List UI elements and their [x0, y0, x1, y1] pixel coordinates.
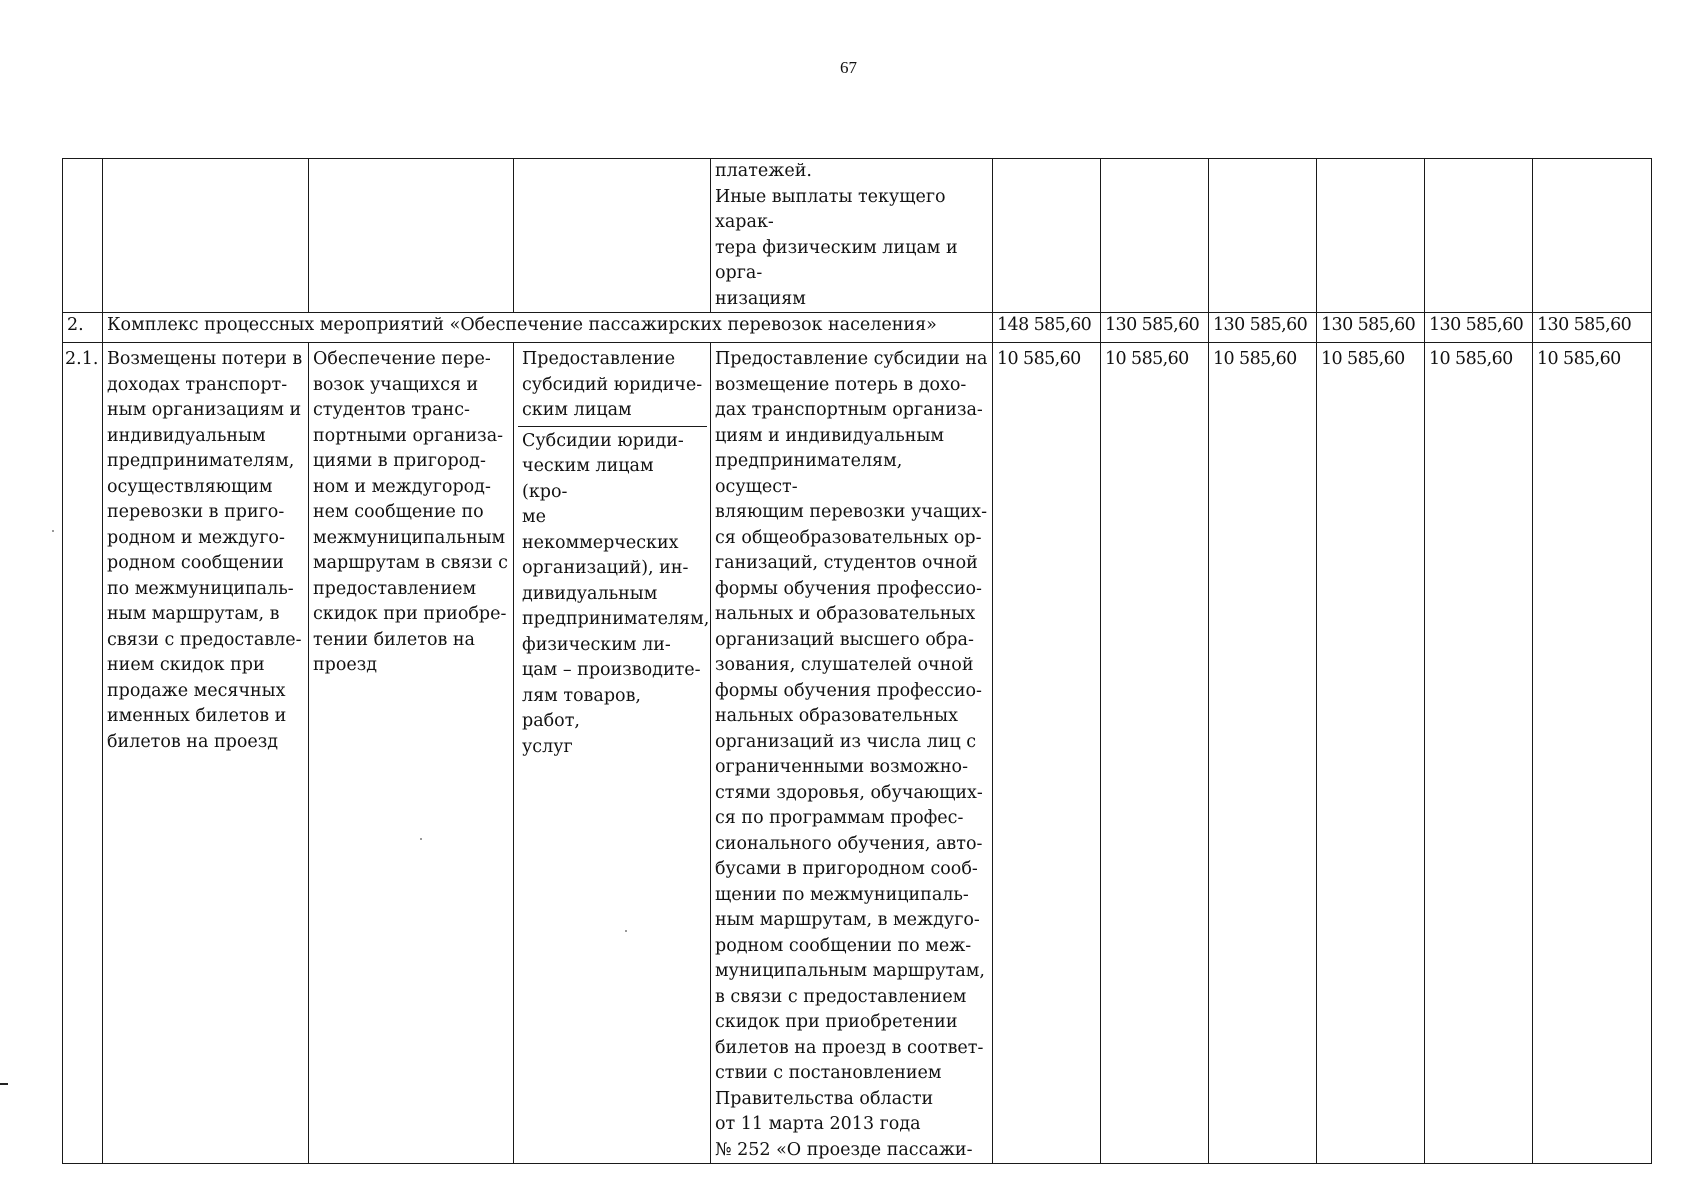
cell-value-empty [993, 159, 1101, 313]
cell-value-1: 10 585,60 [993, 343, 1101, 1164]
cell-result-empty [103, 159, 309, 313]
program-table [62, 158, 1652, 1164]
cell-value-3: 130 585,60 [1209, 313, 1317, 343]
cell-value-empty [1209, 159, 1317, 313]
scan-margin-mark [0, 1083, 8, 1085]
cell-type-empty [514, 159, 711, 313]
scan-speck [625, 930, 627, 932]
result-text: Возмещены потери в доходах транспорт- ным организациям и индивидуальным предпринимателям, осуществляющим перевозки в приго- родном и междуго- родном сообщении по межмуниципаль- ным маршрутам, в связи с предоставле- нием скидок при продаже месячных именных билетов и билетов на проезд [107, 349, 303, 752]
cell-result [103, 343, 309, 1164]
cell-characteristic-empty [309, 159, 514, 313]
cell-value-5: 10 585,60 [1425, 343, 1533, 1164]
cell-characteristic [309, 343, 514, 1164]
type-top [518, 343, 707, 427]
table-row-complex [63, 313, 1652, 343]
type-bottom [518, 427, 710, 761]
cell-value-6: 130 585,60 [1533, 313, 1652, 343]
cell-value-5: 130 585,60 [1425, 313, 1533, 343]
cell-value-2: 10 585,60 [1101, 343, 1209, 1164]
type-bottom-text: Субсидии юриди- ческим лицам (кро- ме некоммерческих организаций), ин- дивидуальным предпринимателям, физическим ли- цам – производите- лям товаров, работ, услуг [522, 430, 710, 757]
cell-value-empty [1317, 159, 1425, 313]
cell-num: 2. [63, 313, 103, 343]
cell-value-1: 148 585,60 [993, 313, 1101, 343]
cell-value-4: 130 585,60 [1317, 313, 1425, 343]
table-row-item [63, 343, 1652, 1164]
page-number: 67 [840, 58, 857, 77]
description-text: Предоставление субсидии на возмещение потерь в дохо- дах транспортным организа- циям и индивидуальным предпринимателям, осущест- вляющим перевозки учащих- ся общеобразовательных ор- ганизаций, студентов очной формы обучения профессио- нальных и образовательных организаций высшего обра- зования, слушателей очной формы обучения профессио- нальных образовательных организаций из числа лиц с ограниченными возможно- стями здоровья, обучающих- ся по программам профес- сионального обучения, авто- бусами в пригородном сооб- щении по межмуниципаль- ным маршрутам, в междуго- родном сообщении по меж- муниципальным маршрутам, в связи с предоставлением скидок при приобретении билетов на проезд в соответ- ствии с постановлением Правительства области от 11 марта 2013 года № 252 «О проезде пассажи- [715, 349, 988, 1160]
cell-num: 2.1. [63, 343, 103, 1164]
cell-type [514, 343, 711, 1164]
scan-speck [52, 530, 54, 532]
cell-description [711, 343, 993, 1164]
cell-description-continuation [711, 159, 993, 313]
continuation-text: платежей. Иные выплаты текущего харак- тера физическим лицам и орга- низациям [715, 161, 958, 309]
cell-value-2: 130 585,60 [1101, 313, 1209, 343]
cell-value-6: 10 585,60 [1533, 343, 1652, 1164]
cell-value-empty [1425, 159, 1533, 313]
scan-speck [420, 838, 422, 840]
characteristic-text: Обеспечение пере- возок учащихся и студентов транс- портными организа- циями в пригород- ном и междугород- нем сообщение по межмуниципальным маршрутам в связи с предоставлением скидок при приобре- тении билетов на проезд [313, 349, 508, 675]
complex-title: Комплекс процессных мероприятий «Обеспечение пассажирских перевозок населения» [103, 313, 993, 343]
type-top-text: Предоставление субсидий юридиче- ским лицам [522, 349, 703, 420]
table-row-continuation [63, 159, 1652, 313]
cell-value-4: 10 585,60 [1317, 343, 1425, 1164]
cell-num-empty [63, 159, 103, 313]
cell-value-empty [1101, 159, 1209, 313]
cell-value-3: 10 585,60 [1209, 343, 1317, 1164]
cell-value-empty [1533, 159, 1652, 313]
